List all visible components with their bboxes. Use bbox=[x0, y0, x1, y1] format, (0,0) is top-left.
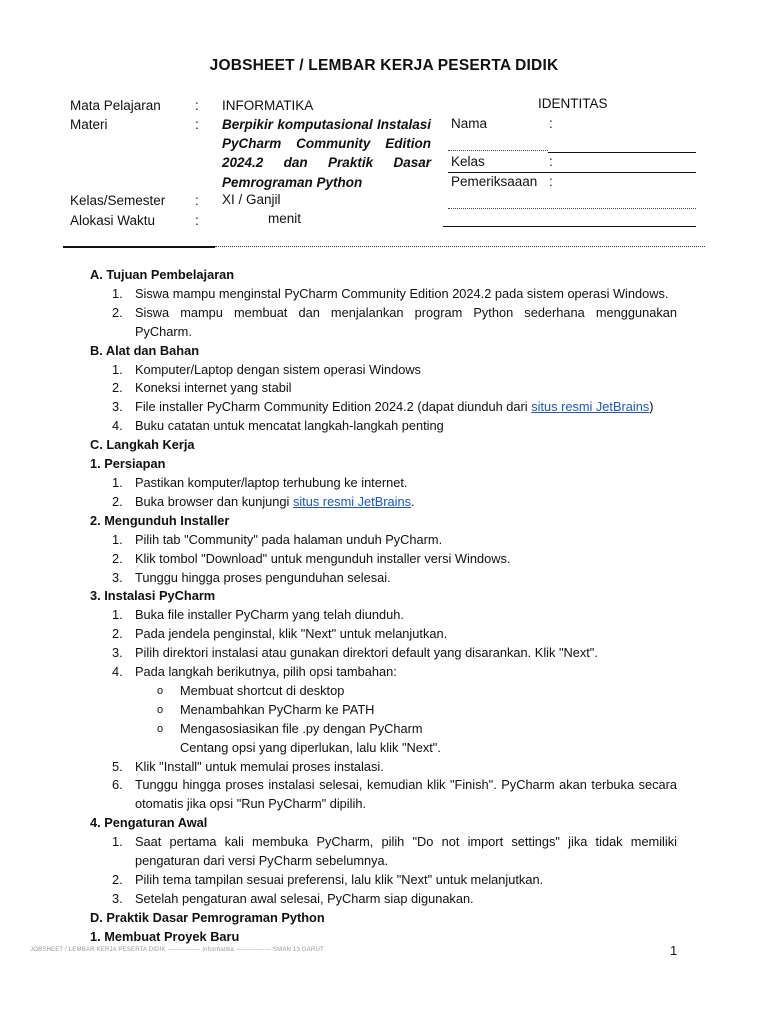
section-c3-title: 3. Instalasi PyCharm bbox=[90, 588, 216, 604]
materi-value: Berpikir komputasional Instalasi PyCharm Community Edition 2024.2 dan Praktik Dasar Pemrograman Python bbox=[222, 117, 431, 190]
list-item: 1. Buka file installer PyCharm yang telah diunduh. bbox=[112, 607, 404, 623]
list-item: 2. Siswa mampu membuat dan menjalankan program Python sederhana menggunakan PyCharm. bbox=[112, 304, 677, 339]
nama-dotted-line bbox=[448, 150, 548, 151]
kelas-field-line bbox=[448, 172, 696, 173]
kelas-colon: : bbox=[549, 154, 553, 169]
section-d-title: D. Praktik Dasar Pemrograman Python bbox=[90, 909, 325, 925]
list-item: 1. Siswa mampu menginstal PyCharm Community Edition 2024.2 pada sistem operasi Windows. bbox=[112, 285, 669, 301]
alokasi-value: menit bbox=[268, 211, 302, 226]
kelas-semester-colon: : bbox=[195, 193, 199, 208]
sub-list-item: o Mengasosiasikan file .py dengan PyCharm bbox=[157, 720, 423, 736]
jetbrains-link[interactable]: situs resmi JetBrains bbox=[531, 399, 650, 415]
mapel-label: Mata Pelajaran bbox=[70, 98, 161, 113]
alokasi-colon: : bbox=[195, 213, 199, 228]
jetbrains-link[interactable]: situs resmi JetBrains bbox=[292, 493, 411, 509]
list-item: 2. Pilih tema tampilan sesuai preferensi, lalu klik "Next" untuk melanjutkan. bbox=[112, 872, 544, 887]
jobsheet-content bbox=[90, 266, 677, 947]
list-item: 2. Koneksi internet yang stabil bbox=[112, 380, 292, 396]
section-c4-title: 4. Pengaturan Awal bbox=[90, 815, 208, 831]
header-separator-solid bbox=[63, 246, 215, 248]
identitas-heading: IDENTITAS bbox=[538, 96, 608, 111]
section-c-title: C. Langkah Kerja bbox=[90, 437, 195, 453]
list-item: 3. Tunggu hingga proses pengunduhan selesai. bbox=[112, 569, 391, 585]
kelas-label: Kelas bbox=[451, 154, 485, 169]
kelas-semester-value: XI / Ganjil bbox=[222, 192, 281, 207]
sub-list-item: o Menambahkan PyCharm ke PATH bbox=[157, 701, 375, 717]
kelas-semester-label: Kelas/Semester bbox=[70, 193, 166, 208]
list-item: 3. File installer PyCharm Community Edition 2024.2 (dapat diunduh dari situs resmi JetBrains) bbox=[112, 399, 654, 415]
list-item: 6. Tunggu hingga proses instalasi selesai, kemudian klik "Finish". PyCharm akan terbuka secara otomatis jika opsi "Run PyCharm" dipilih. bbox=[112, 777, 677, 812]
section-a-title: A. Tujuan Pembelajaran bbox=[90, 267, 235, 282]
list-item: 1. Pastikan komputer/laptop terhubung ke internet. bbox=[112, 474, 408, 490]
list-item: 2. Buka browser dan kunjungi situs resmi JetBrains. bbox=[112, 493, 415, 509]
pemeriksaan-label: Pemeriksaaan bbox=[451, 174, 538, 189]
pemeriksaan-dotted-line bbox=[448, 208, 696, 209]
list-item: 4. Buku catatan untuk mencatat langkah-langkah penting bbox=[112, 418, 444, 434]
nama-field-line bbox=[548, 152, 696, 153]
section-c2-title: 2. Mengunduh Installer bbox=[90, 512, 230, 528]
materi-colon: : bbox=[195, 117, 199, 132]
alokasi-label: Alokasi Waktu bbox=[70, 213, 156, 228]
footer-text: JOBSHEET / LEMBAR KERJA PESERTA DIDIK --------------- informatika ---------------- SMAN 13 GARUT bbox=[30, 947, 324, 953]
section-b-title: B. Alat dan Bahan bbox=[90, 342, 200, 358]
list-item: 2. Pada jendela penginstal, klik "Next" untuk melanjutkan. bbox=[112, 626, 448, 642]
list-item: 4. Pada langkah berikutnya, pilih opsi tambahan: bbox=[112, 664, 397, 680]
page-number: 1 bbox=[670, 943, 678, 958]
sub-list-note: Centang opsi yang diperlukan, lalu klik "Next". bbox=[180, 739, 441, 755]
sub-list-item: o Membuat shortcut di desktop bbox=[157, 682, 345, 698]
nama-label: Nama bbox=[451, 116, 488, 131]
list-item: 5. Klik "Install" untuk memulai proses instalasi. bbox=[112, 758, 384, 774]
mapel-value: INFORMATIKA bbox=[222, 98, 314, 113]
list-item: 1. Pilih tab "Community" pada halaman unduh PyCharm. bbox=[112, 531, 443, 547]
pemeriksaan-field-line bbox=[443, 226, 696, 227]
mapel-colon: : bbox=[195, 98, 199, 113]
section-c1-title: 1. Persiapan bbox=[90, 456, 166, 472]
nama-colon: : bbox=[549, 116, 553, 131]
section-d1-title: 1. Membuat Proyek Baru bbox=[90, 928, 240, 944]
list-item: 1. Komputer/Laptop dengan sistem operasi Windows bbox=[112, 361, 421, 377]
list-item: 2. Klik tombol "Download" untuk mengunduh installer versi Windows. bbox=[112, 550, 511, 566]
list-item: 3. Setelah pengaturan awal selesai, PyCharm siap digunakan. bbox=[112, 890, 474, 906]
list-item: 1. Saat pertama kali membuka PyCharm, pilih "Do not import settings" jika tidak memiliki pengaturan dari versi PyCharm sebelumnya. bbox=[112, 834, 677, 869]
header-separator-dotted bbox=[215, 246, 705, 247]
pemeriksaan-colon: : bbox=[549, 174, 553, 189]
materi-label: Materi bbox=[70, 117, 108, 132]
document-title: JOBSHEET / LEMBAR KERJA PESERTA DIDIK bbox=[209, 57, 559, 74]
list-item: 3. Pilih direktori instalasi atau gunakan direktori default yang disarankan. Klik "Next". bbox=[112, 645, 598, 661]
